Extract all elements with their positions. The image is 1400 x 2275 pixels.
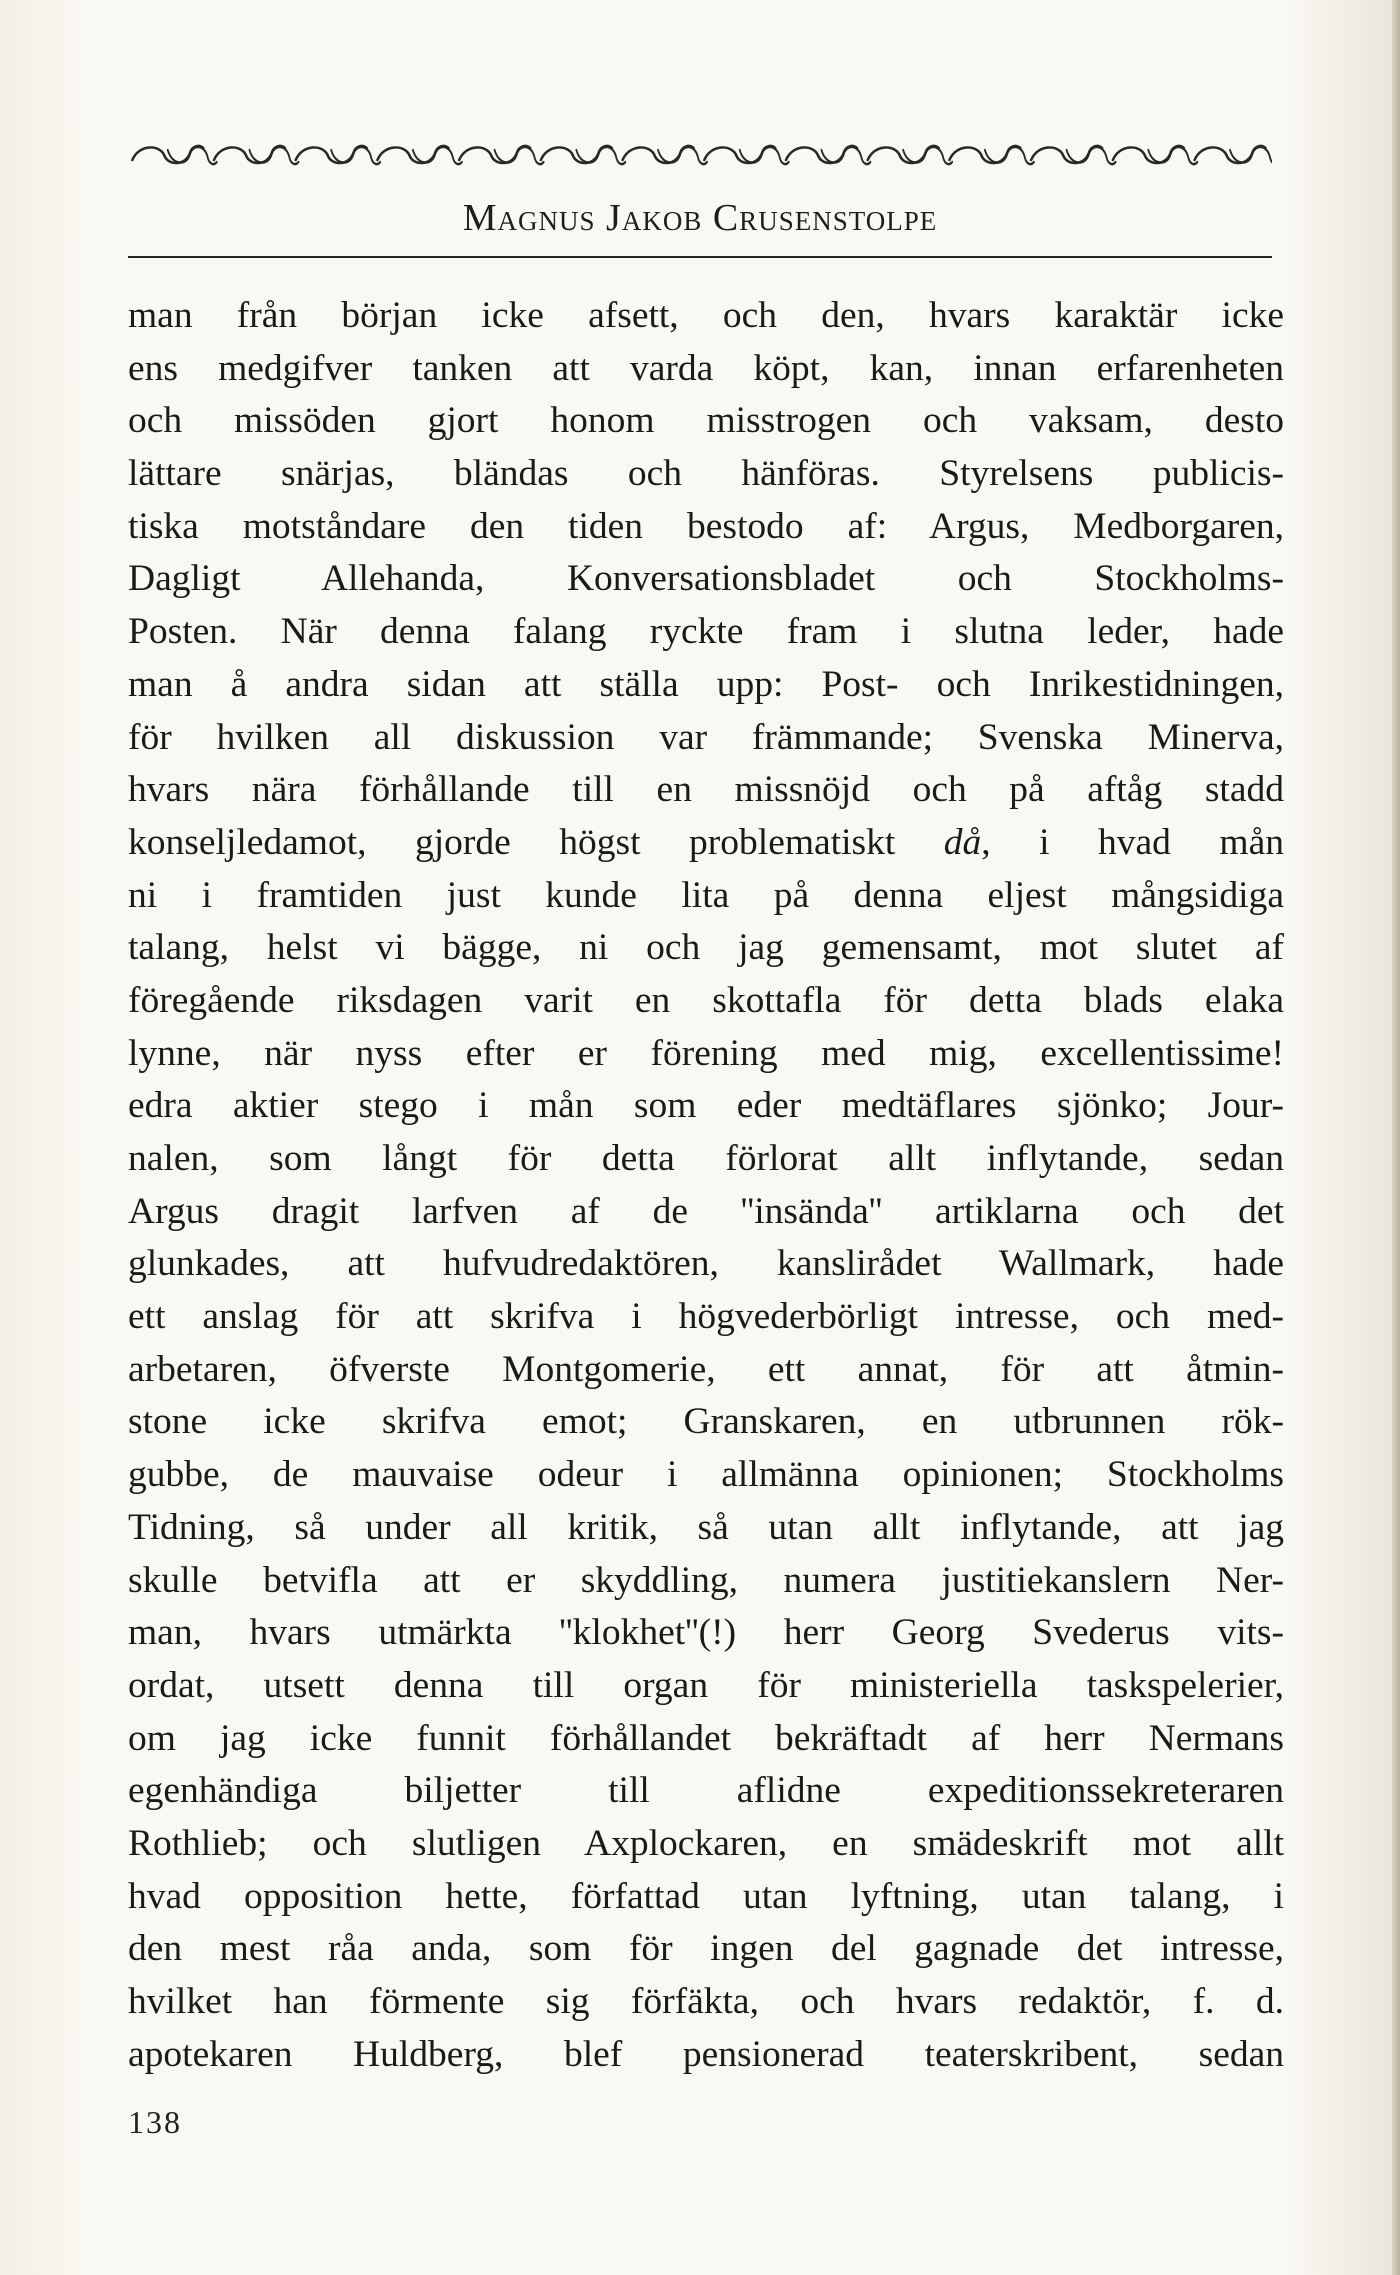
text-line: lynne, när nyss efter er förening med mig, excellentissime! <box>128 1032 1284 1074</box>
page-number: 138 <box>128 2104 182 2140</box>
ornament-swirl <box>1148 147 1197 164</box>
ornament-swirl <box>413 147 462 164</box>
ornament-swirl <box>1230 147 1272 164</box>
text-line: hvad opposition hette, författad utan lyftning, utan talang, i <box>128 1875 1284 1917</box>
text-line: Tidning, så under all kritik, så utan allt inflytande, att jag <box>128 1506 1284 1548</box>
text-line: apotekaren Huldberg, blef pensionerad teaterskribent, sedan <box>128 2033 1284 2075</box>
text-line: man å andra sidan att ställa upp: Post- och Inrikestidningen, <box>128 663 1284 705</box>
ornament-swirl <box>1067 147 1116 164</box>
text-line: Rothlieb; och slutligen Axplockaren, en smädeskrift mot allt <box>128 1822 1284 1864</box>
ornament-swirl <box>740 147 789 164</box>
text-line: föregående riksdagen varit en skottafla för detta blads elaka <box>128 979 1284 1021</box>
text-line: egenhändiga biljetter till aflidne expeditionssekreteraren <box>128 1770 1284 1812</box>
ornament-swirl <box>331 147 380 164</box>
body-text-block <box>128 290 1284 2081</box>
text-line: man från början icke afsett, och den, hvars karaktär icke <box>128 295 1284 336</box>
text-line: edra aktier stego i mån som eder medtäflares sjönko; Jour- <box>128 1085 1284 1127</box>
text-line: konseljledamot, gjorde högst problematiskt då, i hvad mån <box>128 821 1284 863</box>
ornament-swirl <box>985 147 1034 164</box>
text-line: stone icke skrifva emot; Granskaren, en utbrunnen rök- <box>128 1401 1284 1443</box>
text-line: Argus dragit larfven af de ''insända'' artiklarna och det <box>128 1190 1284 1232</box>
text-line: man, hvars utmärkta ''klokhet''(!) herr Georg Svederus vits- <box>128 1612 1284 1654</box>
running-head-title: Magnus Jakob Crusenstolpe <box>462 197 938 239</box>
text-line: arbetaren, öfverste Montgomerie, ett annat, för att åtmin- <box>128 1348 1284 1390</box>
text-line: hvilket han förmente sig förfäkta, och hvars redaktör, f. d. <box>128 1981 1284 2022</box>
text-line: Posten. När denna falang ryckte fram i slutna leder, hade <box>128 611 1284 653</box>
ornament-swirl <box>576 147 625 164</box>
ornament-swirl <box>903 147 952 164</box>
text-line: den mest råa anda, som för ingen del gagnade det intresse, <box>128 1928 1284 1970</box>
ornament-swirl <box>168 147 217 164</box>
ornament-swirl <box>249 147 298 164</box>
page-edge-shadow <box>1392 0 1400 2275</box>
text-line: och missöden gjort honom misstrogen och vaksam, desto <box>128 400 1284 442</box>
text-line: skulle betvifla att er skyddling, numera justitiekanslern Ner- <box>128 1559 1284 1601</box>
text-line: glunkades, att hufvudredaktören, kanslirådet Wallmark, hade <box>128 1243 1284 1285</box>
text-line: nalen, som långt för detta förlorat allt inflytande, sedan <box>128 1138 1284 1179</box>
text-line: ett anslag för att skrifva i högvederbörligt intresse, och med- <box>128 1296 1284 1338</box>
text-line: gubbe, de mauvaise odeur i allmänna opinionen; Stockholms <box>128 1454 1284 1496</box>
text-line: ni i framtiden just kunde lita på denna eljest mångsidiga <box>128 874 1284 916</box>
header-rule <box>128 256 1272 258</box>
ornament-swirl <box>821 147 870 164</box>
text-line: tiska motståndare den tiden bestodo af: Argus, Medborgaren, <box>128 505 1284 547</box>
text-line: Dagligt Allehanda, Konversationsbladet och Stockholms- <box>128 558 1284 600</box>
text-line: hvars nära förhållande till en missnöjd och på aftåg stadd <box>128 769 1284 811</box>
text-line: lättare snärjas, bländas och hänföras. Styrelsens publicis- <box>128 453 1284 495</box>
ornament-swirl <box>495 147 544 164</box>
decorative-ornament-band <box>128 138 1272 172</box>
text-line: om jag icke funnit förhållandet bekräftadt af herr Nermans <box>128 1717 1284 1759</box>
text-line: för hvilken all diskussion var främmande; Svenska Minerva, <box>128 716 1284 758</box>
emphasis: då <box>943 821 982 863</box>
text-line: talang, helst vi bägge, ni och jag gemensamt, mot slutet af <box>128 927 1284 969</box>
text-line: ens medgifver tanken att varda köpt, kan, innan erfarenheten <box>128 347 1284 389</box>
text-line: ordat, utsett denna till organ för ministeriella taskspelerier, <box>128 1664 1284 1706</box>
ornament-swirl <box>658 147 707 164</box>
